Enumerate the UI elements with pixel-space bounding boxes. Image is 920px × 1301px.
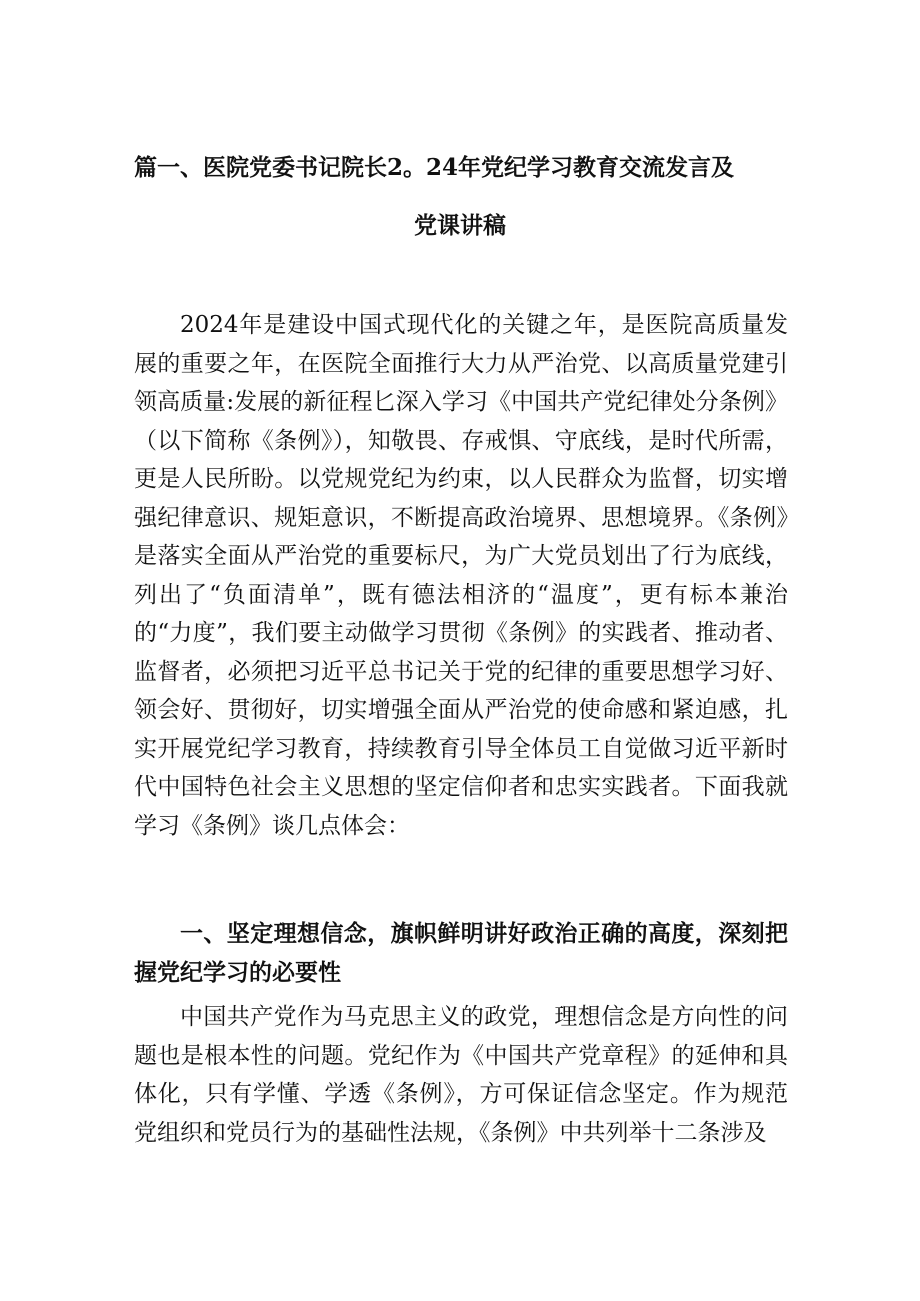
document-title-line-1: 篇一、医院党委书记院长2。24年党纪学习教育交流发言及 xyxy=(134,154,735,181)
intro-paragraph: 2024年是建设中国式现代化的关键之年，是医院高质量发展的重要之年，在医院全面推行大力从严治党、以高质量党建引领高质量:发展的新征程匕深入学习《中国共产党纪律处分条例》（以下简称《条例》），知敬畏、存戒惧、守底线，是时代所需，更是人民所盼。以党规党纪为约束，以人民群众为监督，切实增强纪律意识、规矩意识，不断提高政治境界、思想境界。《条例》是落实全面从严治党的重要标尺，为广大党员划出了行为底线，列出了“负面清单”，既有德法相济的“温度”，更有标本兼治的“力度”，我们要主动做学习贯彻《条例》的实践者、推动者、监督者，必须把习近平总书记关于党的纪律的重要思想学习好、领会好、贯彻好，切实增强全面从严治党的使命感和紧迫感，扎实开展党纪学习教育，持续教育引导全体员工自觉做习近平新时代中国特色社会主义思想的坚定信仰者和忠实实践者。下面我就学习《条例》谈几点体会： xyxy=(134,312,788,839)
section-heading-1: 一、坚定理想信念，旗帜鲜明讲好政治正确的高度，深刻把握党纪学习的必要性 xyxy=(134,920,788,986)
document-title-line-2: 党课讲稿 xyxy=(414,212,506,239)
section-1-paragraph: 中国共产党作为马克思主义的政党，理想信念是方向性的问题也是根本性的问题。党纪作为《中国共产党章程》的延伸和具体化，只有学懂、学透《条例》，方可保证信念坚定。作为规范党组织和党员行为的基础性法规，《条例》中共列举十二条涉及 xyxy=(134,1004,788,1146)
